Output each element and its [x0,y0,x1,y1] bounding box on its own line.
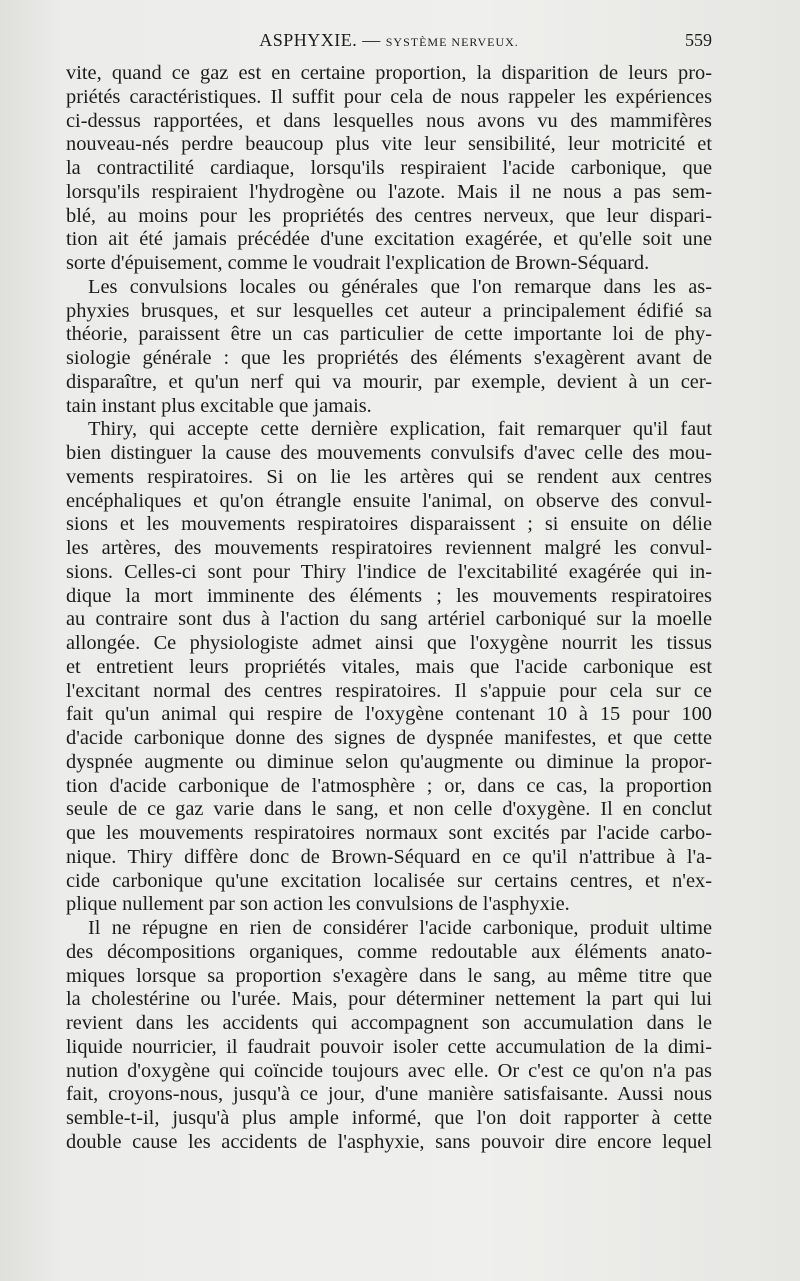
text-line: Il ne répugne en rien de considérer l'acide carbonique, produit ultime [88,917,712,939]
running-header [66,30,712,56]
text-line: sions. Celles-ci sont pour Thiry l'indice de l'excitabilité exagérée qui in- [66,560,712,583]
text-line: encéphaliques et qu'on étrangle ensuite l'animal, on observe des convul- [66,489,712,512]
text-line: tain instant plus excitable que jamais. [66,394,372,417]
paragraph [66,917,712,1155]
body-text [66,62,712,1155]
text-line: des décompositions organiques, comme redoutable aux éléments anato- [66,940,712,963]
paragraph [66,276,712,419]
text-line: vite, quand ce gaz est en certaine proportion, la disparition de leurs pro- [66,62,712,84]
text-line: liquide nourricier, il faudrait pouvoir isoler cette accumulation de la dimi- [66,1035,712,1058]
text-line: vements respiratoires. Si on lie les artères qui se rendent aux centres [66,465,712,488]
running-title-dash: — [357,30,386,50]
text-line: sorte d'épuisement, comme le voudrait l'explication de Brown-Séquard. [66,252,650,274]
text-line: fait qu'un animal qui respire de l'oxygène contenant 10 à 15 pour 100 [66,703,712,726]
text-line: miques lorsque sa proportion s'exagère dans le sang, au même titre que [66,964,712,987]
text-line: nution d'oxygène qui coïncide toujours avec elle. Or c'est ce qu'on n'a pas [66,1059,712,1082]
text-line: seule de ce gaz varie dans le sang, et non celle d'oxygène. Il en conclut [66,798,712,821]
text-line: disparaître, et qu'un nerf qui va mourir, par exemple, devient à un cer- [66,370,712,393]
text-line: priétés caractéristiques. Il suffit pour cela de nous rappeler les expériences [66,85,712,108]
text-line: Les convulsions locales ou générales que l'on remarque dans les as- [88,275,712,298]
text-line: fait, croyons-nous, jusqu'à ce jour, d'une manière satisfaisante. Aussi nous [66,1083,712,1106]
text-line: allongée. Ce physiologiste admet ainsi que l'oxygène nourrit les tissus [66,632,712,654]
running-title-sub: SYSTÈME NERVEUX. [385,35,519,49]
paragraph [66,418,712,917]
text-line: dyspnée augmente ou diminue selon qu'augmente ou diminue la propor- [66,750,712,773]
text-line: semble-t-il, jusqu'à plus ample informé, que l'on doit rapporter à cette [66,1107,712,1129]
page-number: 559 [685,30,712,50]
text-line: sions et les mouvements respiratoires disparaissent ; si ensuite on délie [66,513,712,536]
paragraph [66,62,712,276]
text-line: lorsqu'ils respiraient l'hydrogène ou l'azote. Mais il ne nous a pas sem- [66,180,712,203]
text-line: plique nullement par son action les convulsions de l'asphyxie. [66,893,570,916]
text-line: l'excitant normal des centres respiratoires. Il s'appuie pour cela sur ce [66,679,712,702]
text-line: cide carbonique qu'une excitation localisée sur certains centres, et n'ex- [66,869,712,892]
text-line: double cause les accidents de l'asphyxie, sans pouvoir dire encore lequel [66,1130,712,1153]
text-line: les artères, des mouvements respiratoires reviennent malgré les convul- [66,537,712,559]
text-line: la cholestérine ou l'urée. Mais, pour déterminer nettement la part qui lui [66,988,712,1011]
text-line: la contractilité cardiaque, lorsqu'ils respiraient l'acide carbonique, que [66,157,712,179]
running-title [66,30,712,51]
text-line: tion d'acide carbonique de l'atmosphère ; or, dans ce cas, la proportion [66,774,712,797]
text-line: tion ait été jamais précédée d'une excitation exagérée, et qu'elle soit une [66,228,712,251]
text-line: théorie, paraissent être un cas particulier de cette importante loi de phy- [66,323,712,346]
running-title-main: ASPHYXIE. [259,30,358,50]
text-line: et entretient leurs propriétés vitales, mais que l'acide carbonique est [66,655,712,678]
text-line: nique. Thiry diffère donc de Brown-Séquard en ce qu'il n'attribue à l'a- [66,845,712,868]
text-line: Thiry, qui accepte cette dernière explication, fait remarquer qu'il faut [88,418,712,441]
text-line: ci-dessus rapportées, et dans lesquelles nous avons vu des mammifères [66,109,712,132]
text-line: d'acide carbonique donne des signes de dyspnée manifestes, et que cette [66,727,712,749]
text-line: que les mouvements respiratoires normaux sont excités par l'acide carbo- [66,822,712,844]
text-line: phyxies brusques, et sur lesquelles cet auteur a principalement édifié sa [66,299,712,322]
text-line: blé, au moins pour les propriétés des centres nerveux, que leur dispari- [66,204,712,227]
text-line: dique la mort imminente des éléments ; les mouvements respiratoires [66,584,712,607]
text-line: bien distinguer la cause des mouvements convulsifs d'avec celle des mou- [66,442,712,464]
text-line: nouveau-nés perdre beaucoup plus vite leur sensibilité, leur motricité et [66,133,712,156]
text-line: revient dans les accidents qui accompagnent son accumulation dans le [66,1012,712,1034]
text-line: siologie générale : que les propriétés des éléments s'exagèrent avant de [66,347,712,369]
text-line: au contraire sont dus à l'action du sang artériel carboniqué sur la moelle [66,608,712,631]
